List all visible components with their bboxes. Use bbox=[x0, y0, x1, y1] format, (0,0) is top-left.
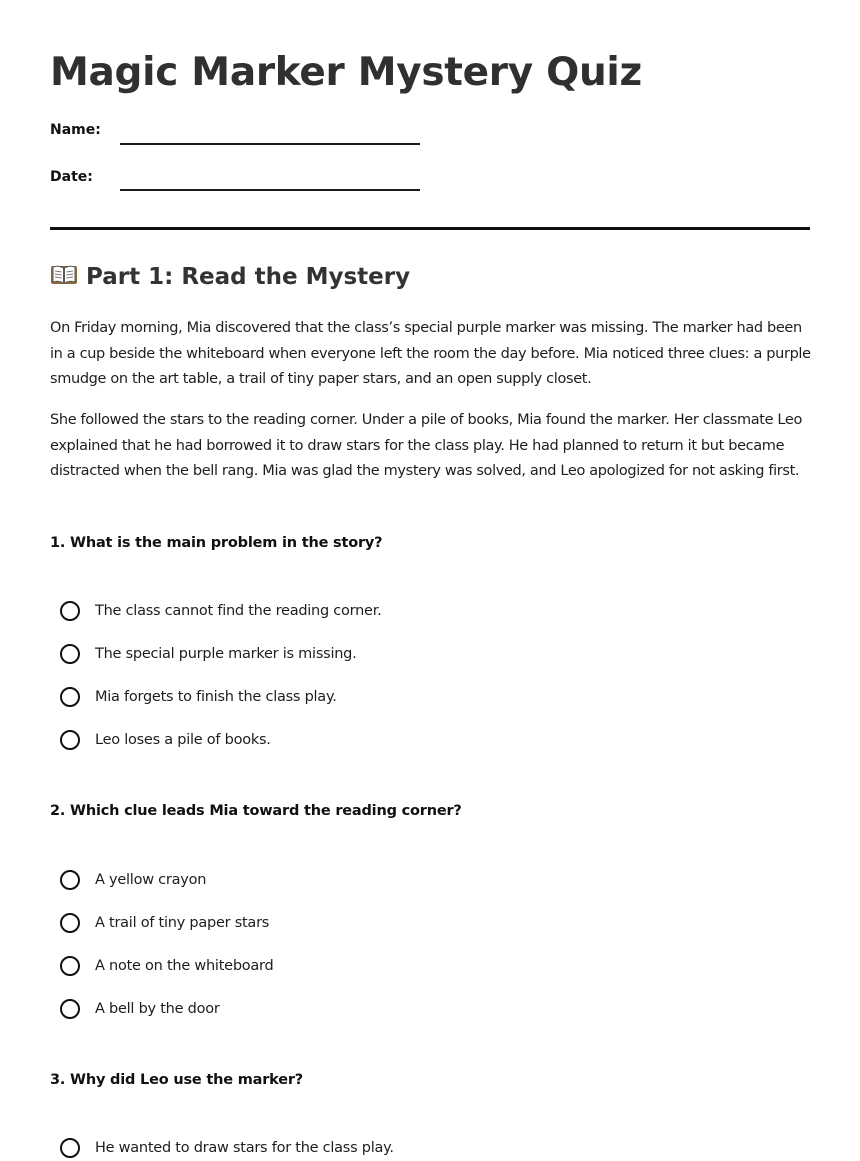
q1-option-a[interactable] bbox=[60, 598, 381, 624]
question-1: 1. What is the main problem in the story? bbox=[50, 535, 383, 551]
q2-option-a[interactable] bbox=[60, 867, 206, 893]
option-label: A trail of tiny paper stars bbox=[95, 915, 270, 931]
option-label: Mia forgets to finish the class play. bbox=[95, 689, 337, 705]
date-field[interactable] bbox=[120, 189, 420, 191]
radio-button[interactable] bbox=[60, 913, 80, 933]
radio-button[interactable] bbox=[60, 870, 80, 890]
story-paragraph: On Friday morning, Mia discovered that the class’s special purple marker was missing. The marker had been in a cup beside the whiteboard when everyone left the room the day before. Mia noticed three clues: a purple smudge on the art table, a trail of tiny paper stars, and an open supply closet. bbox=[50, 320, 811, 387]
name-label: Name: bbox=[50, 122, 101, 138]
radio-button[interactable] bbox=[60, 1138, 80, 1158]
name-field[interactable] bbox=[120, 143, 420, 145]
open-book-icon bbox=[50, 264, 78, 286]
q2-option-c[interactable] bbox=[60, 953, 273, 979]
radio-button[interactable] bbox=[60, 601, 80, 621]
radio-button[interactable] bbox=[60, 956, 80, 976]
option-label: A note on the whiteboard bbox=[95, 958, 274, 974]
q1-option-c[interactable] bbox=[60, 684, 337, 710]
option-label: A yellow crayon bbox=[95, 872, 207, 888]
option-label: Leo loses a pile of books. bbox=[95, 732, 271, 748]
q1-option-b[interactable] bbox=[60, 641, 356, 667]
option-label: The class cannot find the reading corner. bbox=[95, 603, 382, 619]
q1-option-d[interactable] bbox=[60, 727, 271, 753]
story-paragraph: She followed the stars to the reading corner. Under a pile of books, Mia found the marker. Her classmate Leo explained that he had borrowed it to draw stars for the class play. He had planned to return it but became distracted when the bell rang. Mia was glad the mystery was solved, and Leo apologized for not asking first. bbox=[50, 412, 802, 479]
option-label: The special purple marker is missing. bbox=[95, 646, 357, 662]
question-3: 3. Why did Leo use the marker? bbox=[50, 1072, 303, 1088]
radio-button[interactable] bbox=[60, 999, 80, 1019]
question-2: 2. Which clue leads Mia toward the reading corner? bbox=[50, 803, 462, 819]
section-heading-text: Part 1: Read the Mystery bbox=[86, 264, 411, 290]
section-divider bbox=[50, 227, 810, 230]
option-label: A bell by the door bbox=[95, 1001, 220, 1017]
q2-option-b[interactable] bbox=[60, 910, 269, 936]
date-label: Date: bbox=[50, 169, 93, 185]
section-heading bbox=[50, 264, 410, 290]
q2-option-d[interactable] bbox=[60, 996, 220, 1022]
radio-button[interactable] bbox=[60, 730, 80, 750]
option-label: He wanted to draw stars for the class play. bbox=[95, 1140, 394, 1156]
page-title: Magic Marker Mystery Quiz bbox=[50, 50, 642, 95]
radio-button[interactable] bbox=[60, 687, 80, 707]
radio-button[interactable] bbox=[60, 644, 80, 664]
q3-option-a[interactable] bbox=[60, 1135, 394, 1161]
